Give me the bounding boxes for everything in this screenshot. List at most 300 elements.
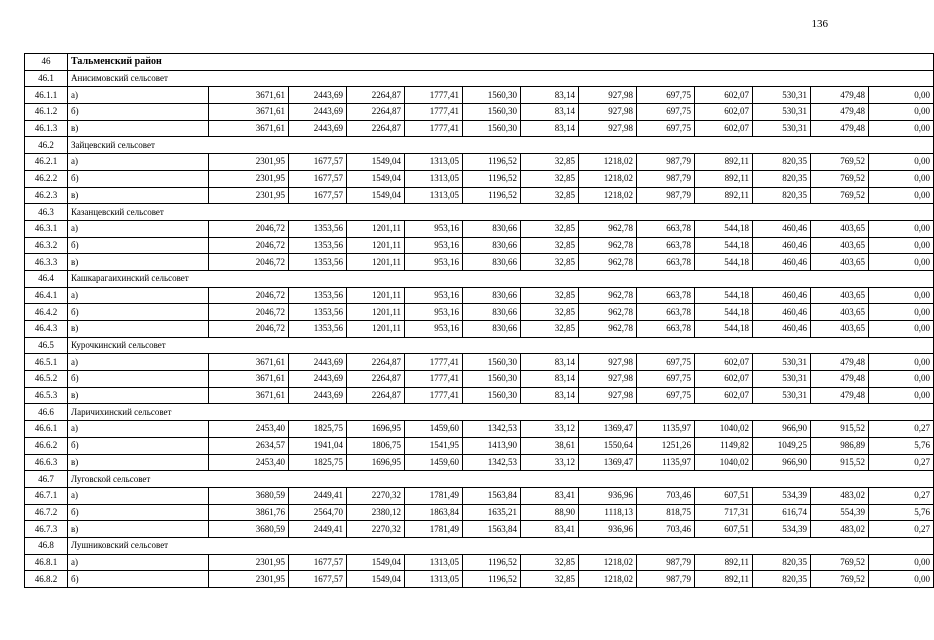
value-cell: 530,31: [753, 354, 811, 371]
value-cell: 962,78: [579, 237, 637, 254]
value-cell: 2046,72: [209, 321, 289, 338]
value-cell: 83,14: [521, 87, 579, 104]
value-cell: 717,31: [695, 504, 753, 521]
value-cell: 32,85: [521, 187, 579, 204]
value-cell: 1560,30: [463, 104, 521, 121]
value-cell: 2301,95: [209, 170, 289, 187]
value-cell: 663,78: [637, 254, 695, 271]
value-cell: 2443,69: [289, 104, 347, 121]
table-row: [25, 220, 934, 237]
value-cell: 2046,72: [209, 254, 289, 271]
value-cell: 0,00: [869, 354, 934, 371]
value-cell: 769,52: [811, 571, 869, 588]
value-cell: 1353,56: [289, 220, 347, 237]
section-name: Лушниковский сельсовет: [68, 537, 934, 554]
row-code: 46.7.2: [25, 504, 68, 521]
value-cell: 544,18: [695, 220, 753, 237]
value-cell: 987,79: [637, 170, 695, 187]
value-cell: 2443,69: [289, 120, 347, 137]
value-cell: 1777,41: [405, 87, 463, 104]
row-variant: б): [68, 170, 209, 187]
row-code: 46.2.1: [25, 154, 68, 171]
value-cell: 1118,13: [579, 504, 637, 521]
value-cell: 479,48: [811, 387, 869, 404]
value-cell: 32,85: [521, 237, 579, 254]
value-cell: 2264,87: [347, 104, 405, 121]
value-cell: 1369,47: [579, 421, 637, 438]
value-cell: 479,48: [811, 371, 869, 388]
value-cell: 5,76: [869, 437, 934, 454]
value-cell: 479,48: [811, 354, 869, 371]
value-cell: 830,66: [463, 304, 521, 321]
value-cell: 927,98: [579, 354, 637, 371]
table-row: [25, 104, 934, 121]
value-cell: 33,12: [521, 454, 579, 471]
section-row: [25, 404, 934, 421]
value-cell: 479,48: [811, 87, 869, 104]
value-cell: 1549,04: [347, 170, 405, 187]
value-cell: 986,89: [811, 437, 869, 454]
value-cell: 915,52: [811, 454, 869, 471]
value-cell: 544,18: [695, 237, 753, 254]
value-cell: 953,16: [405, 321, 463, 338]
value-cell: 1313,05: [405, 554, 463, 571]
value-cell: 1040,02: [695, 454, 753, 471]
row-variant: а): [68, 354, 209, 371]
row-variant: б): [68, 237, 209, 254]
row-code: 46.3.3: [25, 254, 68, 271]
value-cell: 530,31: [753, 371, 811, 388]
value-cell: 953,16: [405, 287, 463, 304]
value-cell: 83,14: [521, 371, 579, 388]
table-row: [25, 321, 934, 338]
row-code: 46.2.2: [25, 170, 68, 187]
section-row: [25, 137, 934, 154]
value-cell: 1696,95: [347, 421, 405, 438]
value-cell: 953,16: [405, 220, 463, 237]
row-variant: а): [68, 154, 209, 171]
value-cell: 602,07: [695, 387, 753, 404]
value-cell: 820,35: [753, 187, 811, 204]
value-cell: 1218,02: [579, 170, 637, 187]
value-cell: 1413,90: [463, 437, 521, 454]
value-cell: 820,35: [753, 170, 811, 187]
value-cell: 1549,04: [347, 554, 405, 571]
table-row: [25, 554, 934, 571]
value-cell: 602,07: [695, 120, 753, 137]
value-cell: 2301,95: [209, 154, 289, 171]
value-cell: 1781,49: [405, 487, 463, 504]
section-code: 46.4: [25, 270, 68, 287]
row-code: 46.7.3: [25, 521, 68, 538]
value-cell: 2301,95: [209, 187, 289, 204]
value-cell: 927,98: [579, 87, 637, 104]
value-cell: 892,11: [695, 154, 753, 171]
row-code: 46.4.2: [25, 304, 68, 321]
value-cell: 403,65: [811, 237, 869, 254]
value-cell: 1863,84: [405, 504, 463, 521]
value-cell: 479,48: [811, 104, 869, 121]
value-cell: 1218,02: [579, 571, 637, 588]
value-cell: 2380,12: [347, 504, 405, 521]
value-cell: 460,46: [753, 254, 811, 271]
value-cell: 2449,41: [289, 487, 347, 504]
value-cell: 2264,87: [347, 120, 405, 137]
value-cell: 1196,52: [463, 170, 521, 187]
value-cell: 2046,72: [209, 220, 289, 237]
value-cell: 663,78: [637, 220, 695, 237]
value-cell: 607,51: [695, 521, 753, 538]
value-cell: 0,00: [869, 387, 934, 404]
value-cell: 544,18: [695, 287, 753, 304]
table-body: [25, 54, 934, 588]
section-name: Курочкинский сельсовет: [68, 337, 934, 354]
section-name: Луговской сельсовет: [68, 471, 934, 488]
value-cell: 1459,60: [405, 454, 463, 471]
value-cell: 987,79: [637, 154, 695, 171]
value-cell: 2443,69: [289, 371, 347, 388]
value-cell: 554,39: [811, 504, 869, 521]
row-code: 46.5.2: [25, 371, 68, 388]
table-row: [25, 437, 934, 454]
value-cell: 88,90: [521, 504, 579, 521]
value-cell: 1353,56: [289, 237, 347, 254]
value-cell: 1049,25: [753, 437, 811, 454]
table-row: [25, 87, 934, 104]
row-variant: б): [68, 504, 209, 521]
value-cell: 0,00: [869, 237, 934, 254]
value-cell: 0,27: [869, 487, 934, 504]
table-row: [25, 371, 934, 388]
value-cell: 32,85: [521, 571, 579, 588]
section-row: [25, 70, 934, 87]
row-code: 46.6.3: [25, 454, 68, 471]
value-cell: 0,00: [869, 104, 934, 121]
value-cell: 1196,52: [463, 187, 521, 204]
section-code: 46.7: [25, 471, 68, 488]
section-row: [25, 270, 934, 287]
value-cell: 0,00: [869, 220, 934, 237]
value-cell: 3671,61: [209, 354, 289, 371]
value-cell: 1313,05: [405, 571, 463, 588]
value-cell: 962,78: [579, 254, 637, 271]
value-cell: 962,78: [579, 287, 637, 304]
section-row: [25, 204, 934, 221]
value-cell: 1560,30: [463, 371, 521, 388]
value-cell: 1313,05: [405, 154, 463, 171]
section-name: Анисимовский сельсовет: [68, 70, 934, 87]
value-cell: 1941,04: [289, 437, 347, 454]
value-cell: 1781,49: [405, 521, 463, 538]
value-cell: 2264,87: [347, 387, 405, 404]
row-code: 46.6.1: [25, 421, 68, 438]
value-cell: 1677,57: [289, 554, 347, 571]
value-cell: 32,85: [521, 304, 579, 321]
value-cell: 3861,76: [209, 504, 289, 521]
value-cell: 0,27: [869, 521, 934, 538]
value-cell: 697,75: [637, 87, 695, 104]
value-cell: 1541,95: [405, 437, 463, 454]
row-variant: б): [68, 571, 209, 588]
value-cell: 2264,87: [347, 371, 405, 388]
value-cell: 1369,47: [579, 454, 637, 471]
row-code: 46.1.2: [25, 104, 68, 121]
value-cell: 927,98: [579, 120, 637, 137]
value-cell: 927,98: [579, 371, 637, 388]
value-cell: 1777,41: [405, 371, 463, 388]
table-row: [25, 521, 934, 538]
table-row: [25, 254, 934, 271]
value-cell: 403,65: [811, 321, 869, 338]
value-cell: 2564,70: [289, 504, 347, 521]
value-cell: 953,16: [405, 237, 463, 254]
value-cell: 2270,32: [347, 487, 405, 504]
value-cell: 769,52: [811, 154, 869, 171]
value-cell: 1459,60: [405, 421, 463, 438]
value-cell: 3671,61: [209, 87, 289, 104]
value-cell: 534,39: [753, 487, 811, 504]
value-cell: 936,96: [579, 521, 637, 538]
value-cell: 769,52: [811, 170, 869, 187]
value-cell: 1201,11: [347, 237, 405, 254]
value-cell: 1201,11: [347, 254, 405, 271]
value-cell: 0,00: [869, 154, 934, 171]
value-cell: 703,46: [637, 521, 695, 538]
value-cell: 987,79: [637, 571, 695, 588]
value-cell: 1677,57: [289, 170, 347, 187]
table-row: [25, 571, 934, 588]
value-cell: 2046,72: [209, 237, 289, 254]
row-code: 46.6.2: [25, 437, 68, 454]
value-cell: 0,27: [869, 454, 934, 471]
section-code: 46.8: [25, 537, 68, 554]
table-row: [25, 287, 934, 304]
section-code: 46.5: [25, 337, 68, 354]
value-cell: 460,46: [753, 304, 811, 321]
value-cell: 820,35: [753, 571, 811, 588]
value-cell: 483,02: [811, 487, 869, 504]
value-cell: 769,52: [811, 187, 869, 204]
value-cell: 1196,52: [463, 154, 521, 171]
value-cell: 544,18: [695, 304, 753, 321]
value-cell: 1040,02: [695, 421, 753, 438]
value-cell: 697,75: [637, 120, 695, 137]
value-cell: 1677,57: [289, 571, 347, 588]
value-cell: 1218,02: [579, 154, 637, 171]
value-cell: 1549,04: [347, 154, 405, 171]
section-code: 46.2: [25, 137, 68, 154]
table-row: [25, 154, 934, 171]
value-cell: 663,78: [637, 287, 695, 304]
value-cell: 32,85: [521, 220, 579, 237]
row-variant: а): [68, 554, 209, 571]
section-name: Кашкарагаихинский сельсовет: [68, 270, 934, 287]
value-cell: 32,85: [521, 154, 579, 171]
table-row: [25, 237, 934, 254]
row-variant: в): [68, 254, 209, 271]
value-cell: 830,66: [463, 287, 521, 304]
value-cell: 33,12: [521, 421, 579, 438]
value-cell: 1135,97: [637, 454, 695, 471]
value-cell: 1313,05: [405, 170, 463, 187]
row-variant: а): [68, 487, 209, 504]
value-cell: 83,41: [521, 521, 579, 538]
row-code: 46.3.2: [25, 237, 68, 254]
value-cell: 830,66: [463, 220, 521, 237]
value-cell: 703,46: [637, 487, 695, 504]
value-cell: 0,00: [869, 554, 934, 571]
row-code: 46.1.1: [25, 87, 68, 104]
value-cell: 460,46: [753, 237, 811, 254]
value-cell: 403,65: [811, 304, 869, 321]
value-cell: 1560,30: [463, 120, 521, 137]
value-cell: 32,85: [521, 170, 579, 187]
value-cell: 1777,41: [405, 120, 463, 137]
value-cell: 32,85: [521, 254, 579, 271]
row-variant: б): [68, 304, 209, 321]
value-cell: 927,98: [579, 387, 637, 404]
value-cell: 1201,11: [347, 321, 405, 338]
value-cell: 892,11: [695, 554, 753, 571]
value-cell: 1560,30: [463, 87, 521, 104]
value-cell: 1353,56: [289, 304, 347, 321]
value-cell: 1677,57: [289, 187, 347, 204]
table-row: [25, 354, 934, 371]
value-cell: 83,14: [521, 354, 579, 371]
value-cell: 5,76: [869, 504, 934, 521]
value-cell: 1353,56: [289, 287, 347, 304]
value-cell: 927,98: [579, 104, 637, 121]
value-cell: 0,00: [869, 371, 934, 388]
row-code: 46.8.1: [25, 554, 68, 571]
section-name: Ларичихинский сельсовет: [68, 404, 934, 421]
value-cell: 1201,11: [347, 287, 405, 304]
value-cell: 32,85: [521, 287, 579, 304]
table-row: [25, 304, 934, 321]
value-cell: 1560,30: [463, 387, 521, 404]
value-cell: 0,00: [869, 170, 934, 187]
value-cell: 1806,75: [347, 437, 405, 454]
value-cell: 1196,52: [463, 571, 521, 588]
row-code: 46.2.3: [25, 187, 68, 204]
value-cell: 2301,95: [209, 554, 289, 571]
value-cell: 818,75: [637, 504, 695, 521]
value-cell: 530,31: [753, 104, 811, 121]
table-row: [25, 120, 934, 137]
value-cell: 1201,11: [347, 304, 405, 321]
value-cell: 962,78: [579, 304, 637, 321]
value-cell: 936,96: [579, 487, 637, 504]
value-cell: 663,78: [637, 237, 695, 254]
value-cell: 1251,26: [637, 437, 695, 454]
value-cell: 3680,59: [209, 487, 289, 504]
tariff-table: [24, 53, 934, 588]
value-cell: 2453,40: [209, 421, 289, 438]
value-cell: 544,18: [695, 254, 753, 271]
value-cell: 1149,82: [695, 437, 753, 454]
value-cell: 2634,57: [209, 437, 289, 454]
district-row: [25, 54, 934, 71]
value-cell: 1696,95: [347, 454, 405, 471]
value-cell: 616,74: [753, 504, 811, 521]
value-cell: 1563,84: [463, 487, 521, 504]
value-cell: 1777,41: [405, 387, 463, 404]
value-cell: 892,11: [695, 170, 753, 187]
value-cell: 1825,75: [289, 454, 347, 471]
row-variant: в): [68, 454, 209, 471]
value-cell: 892,11: [695, 571, 753, 588]
value-cell: 403,65: [811, 254, 869, 271]
value-cell: 962,78: [579, 321, 637, 338]
value-cell: 1677,57: [289, 154, 347, 171]
value-cell: 602,07: [695, 371, 753, 388]
value-cell: 966,90: [753, 421, 811, 438]
value-cell: 2443,69: [289, 354, 347, 371]
table-row: [25, 387, 934, 404]
value-cell: 2443,69: [289, 87, 347, 104]
value-cell: 1342,53: [463, 421, 521, 438]
value-cell: 820,35: [753, 154, 811, 171]
value-cell: 530,31: [753, 120, 811, 137]
section-code: 46.3: [25, 204, 68, 221]
row-variant: в): [68, 120, 209, 137]
row-variant: в): [68, 187, 209, 204]
section-name: Зайцевский сельсовет: [68, 137, 934, 154]
value-cell: 697,75: [637, 104, 695, 121]
value-cell: 1342,53: [463, 454, 521, 471]
value-cell: 966,90: [753, 454, 811, 471]
table-row: [25, 421, 934, 438]
row-variant: в): [68, 387, 209, 404]
value-cell: 602,07: [695, 104, 753, 121]
value-cell: 483,02: [811, 521, 869, 538]
value-cell: 1196,52: [463, 554, 521, 571]
value-cell: 769,52: [811, 554, 869, 571]
value-cell: 1353,56: [289, 321, 347, 338]
row-variant: а): [68, 220, 209, 237]
value-cell: 534,39: [753, 521, 811, 538]
value-cell: 602,07: [695, 354, 753, 371]
value-cell: 0,00: [869, 287, 934, 304]
table-row: [25, 454, 934, 471]
value-cell: 915,52: [811, 421, 869, 438]
value-cell: 0,00: [869, 571, 934, 588]
value-cell: 697,75: [637, 354, 695, 371]
value-cell: 3671,61: [209, 104, 289, 121]
value-cell: 403,65: [811, 287, 869, 304]
row-code: 46.5.1: [25, 354, 68, 371]
value-cell: 602,07: [695, 87, 753, 104]
row-variant: б): [68, 437, 209, 454]
value-cell: 460,46: [753, 287, 811, 304]
value-cell: 1550,64: [579, 437, 637, 454]
value-cell: 32,85: [521, 554, 579, 571]
value-cell: 544,18: [695, 321, 753, 338]
row-variant: б): [68, 371, 209, 388]
table-row: [25, 487, 934, 504]
value-cell: 460,46: [753, 321, 811, 338]
value-cell: 697,75: [637, 371, 695, 388]
value-cell: 3671,61: [209, 387, 289, 404]
value-cell: 830,66: [463, 237, 521, 254]
value-cell: 663,78: [637, 304, 695, 321]
district-name: Тальменский район: [68, 54, 934, 71]
row-code: 46.4.3: [25, 321, 68, 338]
value-cell: 697,75: [637, 387, 695, 404]
value-cell: 1313,05: [405, 187, 463, 204]
value-cell: 0,27: [869, 421, 934, 438]
value-cell: 0,00: [869, 304, 934, 321]
